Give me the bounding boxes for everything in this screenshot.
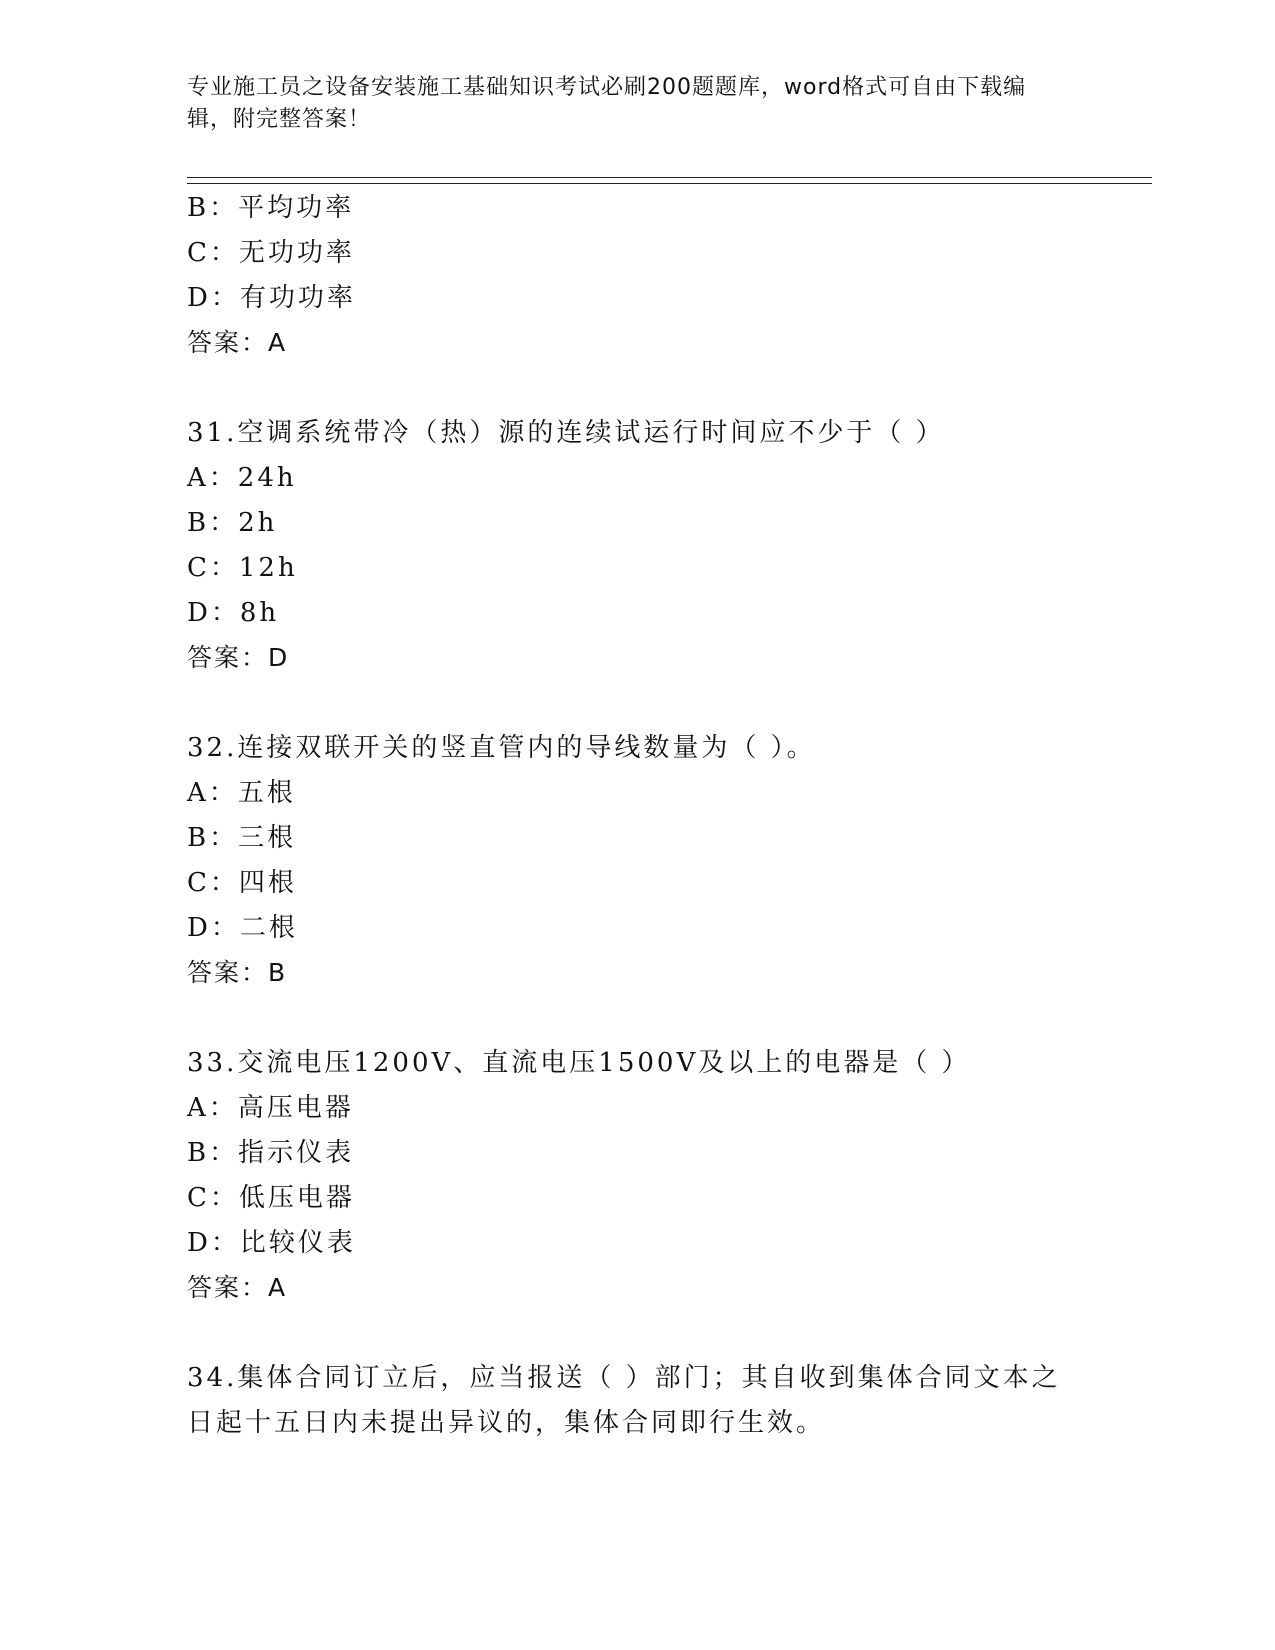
answer-line: 答案：A [187, 328, 288, 357]
option-d: D：比较仪表 [187, 1228, 356, 1258]
question-33: 33.交流电压1200V、直流电压1500V及以上的电器是（ ） [187, 1048, 971, 1078]
question-34-line-2: 日起十五日内未提出异议的，集体合同即行生效。 [187, 1408, 826, 1438]
option-b: B：三根 [187, 823, 297, 853]
answer-line: 答案：B [187, 958, 288, 987]
option-d: D：二根 [187, 913, 298, 943]
option-c: C：四根 [187, 868, 297, 898]
document-header: 专业施工员之设备安装施工基础知识考试必刷200题题库，word格式可自由下载编辑，附完整答案！ [187, 75, 1027, 132]
option-a: A：五根 [187, 778, 296, 808]
answer-line: 答案：D [187, 643, 290, 672]
option-d: D：有功功率 [187, 283, 356, 313]
option-b: B：2h [187, 508, 278, 538]
option-a: A：高压电器 [187, 1093, 354, 1123]
option-c: C：12h [187, 553, 298, 583]
option-d: D：8h [187, 598, 280, 628]
question-31: 31.空调系统带冷（热）源的连续试运行时间应不少于（ ） [187, 418, 945, 448]
question-32: 32.连接双联开关的竖直管内的导线数量为（ ）。 [187, 733, 816, 763]
answer-line: 答案：A [187, 1273, 288, 1302]
option-a: A：24h [187, 463, 297, 493]
option-c: C：低压电器 [187, 1183, 355, 1213]
option-b: B：指示仪表 [187, 1138, 355, 1168]
header-divider-top [187, 177, 1152, 178]
option-c: C：无功功率 [187, 238, 355, 268]
question-34-line-1: 34.集体合同订立后，应当报送（ ）部门；其自收到集体合同文本之 [187, 1363, 1061, 1393]
header-divider-bottom [187, 183, 1152, 184]
option-b: B：平均功率 [187, 193, 355, 223]
